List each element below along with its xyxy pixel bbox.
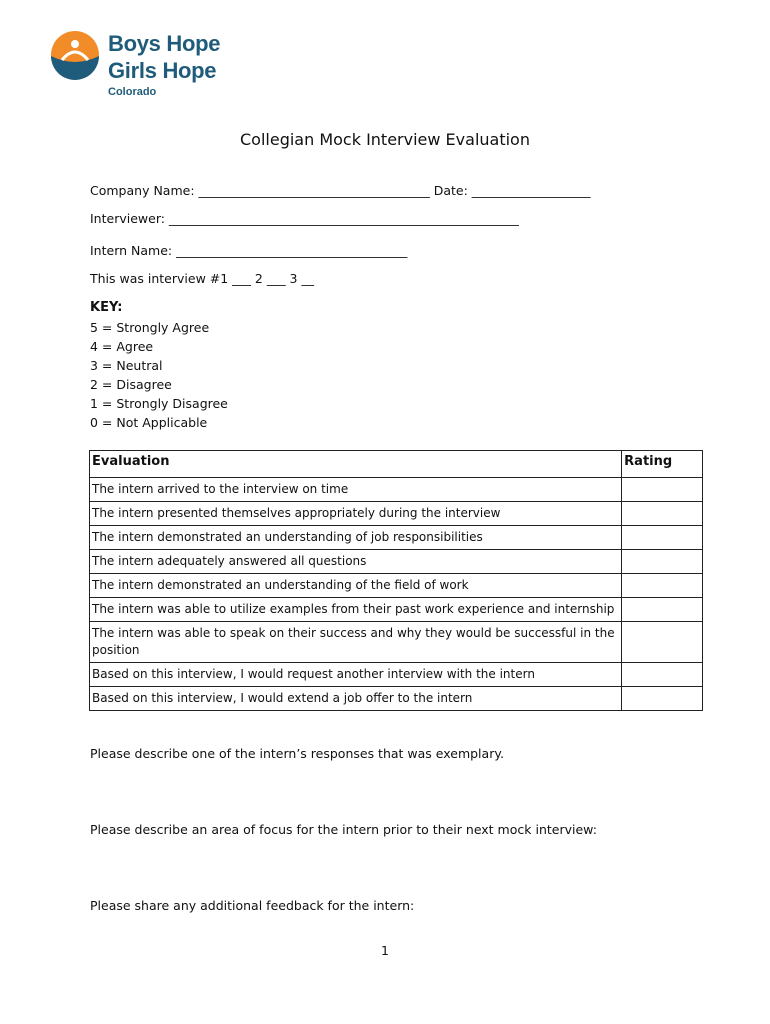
interviewer-field[interactable]: Interviewer: ________________________________________________________ bbox=[90, 211, 519, 226]
rating-cell[interactable] bbox=[622, 478, 703, 502]
logo-mark-icon bbox=[50, 30, 100, 80]
rating-cell[interactable] bbox=[622, 663, 703, 687]
table-row bbox=[90, 687, 703, 711]
table-row bbox=[90, 598, 703, 622]
company-date-field[interactable]: Company Name: _____________________________________ Date: ___________________ bbox=[90, 183, 591, 198]
page-number: 1 bbox=[381, 943, 389, 958]
rating-cell[interactable] bbox=[622, 574, 703, 598]
evaluation-statement: The intern was able to utilize examples from their past work experience and internship bbox=[90, 598, 622, 622]
rating-cell[interactable] bbox=[622, 550, 703, 574]
table-row bbox=[90, 574, 703, 598]
exemplary-prompt: Please describe one of the intern’s responses that was exemplary. bbox=[90, 746, 504, 761]
evaluation-statement: The intern demonstrated an understanding of job responsibilities bbox=[90, 526, 622, 550]
rating-cell[interactable] bbox=[622, 687, 703, 711]
key-item: 1 = Strongly Disagree bbox=[90, 396, 228, 411]
evaluation-statement: The intern presented themselves appropriately during the interview bbox=[90, 502, 622, 526]
document-title: Collegian Mock Interview Evaluation bbox=[240, 130, 530, 149]
key-item: 5 = Strongly Agree bbox=[90, 320, 210, 335]
key-list bbox=[90, 318, 228, 432]
logo-text-line3: Colorado bbox=[108, 86, 157, 98]
feedback-prompt: Please share any additional feedback for the intern: bbox=[90, 898, 415, 913]
key-heading: KEY: bbox=[90, 300, 123, 315]
evaluation-statement: The intern adequately answered all questions bbox=[90, 550, 622, 574]
key-item: 3 = Neutral bbox=[90, 358, 163, 373]
rating-cell[interactable] bbox=[622, 598, 703, 622]
evaluation-statement: Based on this interview, I would extend a job offer to the intern bbox=[90, 687, 622, 711]
interview-number-field[interactable]: This was interview #1 ___ 2 ___ 3 __ bbox=[90, 271, 314, 286]
rating-cell[interactable] bbox=[622, 622, 703, 663]
table-row bbox=[90, 622, 703, 663]
table-row bbox=[90, 550, 703, 574]
evaluation-header: Evaluation bbox=[90, 451, 622, 478]
key-item: 4 = Agree bbox=[90, 339, 154, 354]
rating-cell[interactable] bbox=[622, 526, 703, 550]
table-header-row bbox=[90, 451, 703, 478]
table-row bbox=[90, 526, 703, 550]
table-row bbox=[90, 663, 703, 687]
rating-header: Rating bbox=[622, 451, 703, 478]
logo-text-line1: Boys Hope bbox=[108, 31, 221, 56]
evaluation-statement: The intern was able to speak on their success and why they would be successful in the position bbox=[90, 622, 622, 663]
table-row bbox=[90, 502, 703, 526]
evaluation-statement: Based on this interview, I would request another interview with the intern bbox=[90, 663, 622, 687]
intern-name-field[interactable]: Intern Name: _____________________________________ bbox=[90, 243, 408, 258]
key-item: 2 = Disagree bbox=[90, 377, 172, 392]
organization-logo bbox=[50, 28, 240, 103]
logo-text-line2: Girls Hope bbox=[108, 58, 217, 83]
table-row bbox=[90, 478, 703, 502]
evaluation-statement: The intern arrived to the interview on time bbox=[90, 478, 622, 502]
focus-prompt: Please describe an area of focus for the intern prior to their next mock interview: bbox=[90, 822, 597, 837]
evaluation-statement: The intern demonstrated an understanding of the field of work bbox=[90, 574, 622, 598]
key-item: 0 = Not Applicable bbox=[90, 415, 208, 430]
rating-cell[interactable] bbox=[622, 502, 703, 526]
evaluation-table bbox=[89, 450, 703, 711]
